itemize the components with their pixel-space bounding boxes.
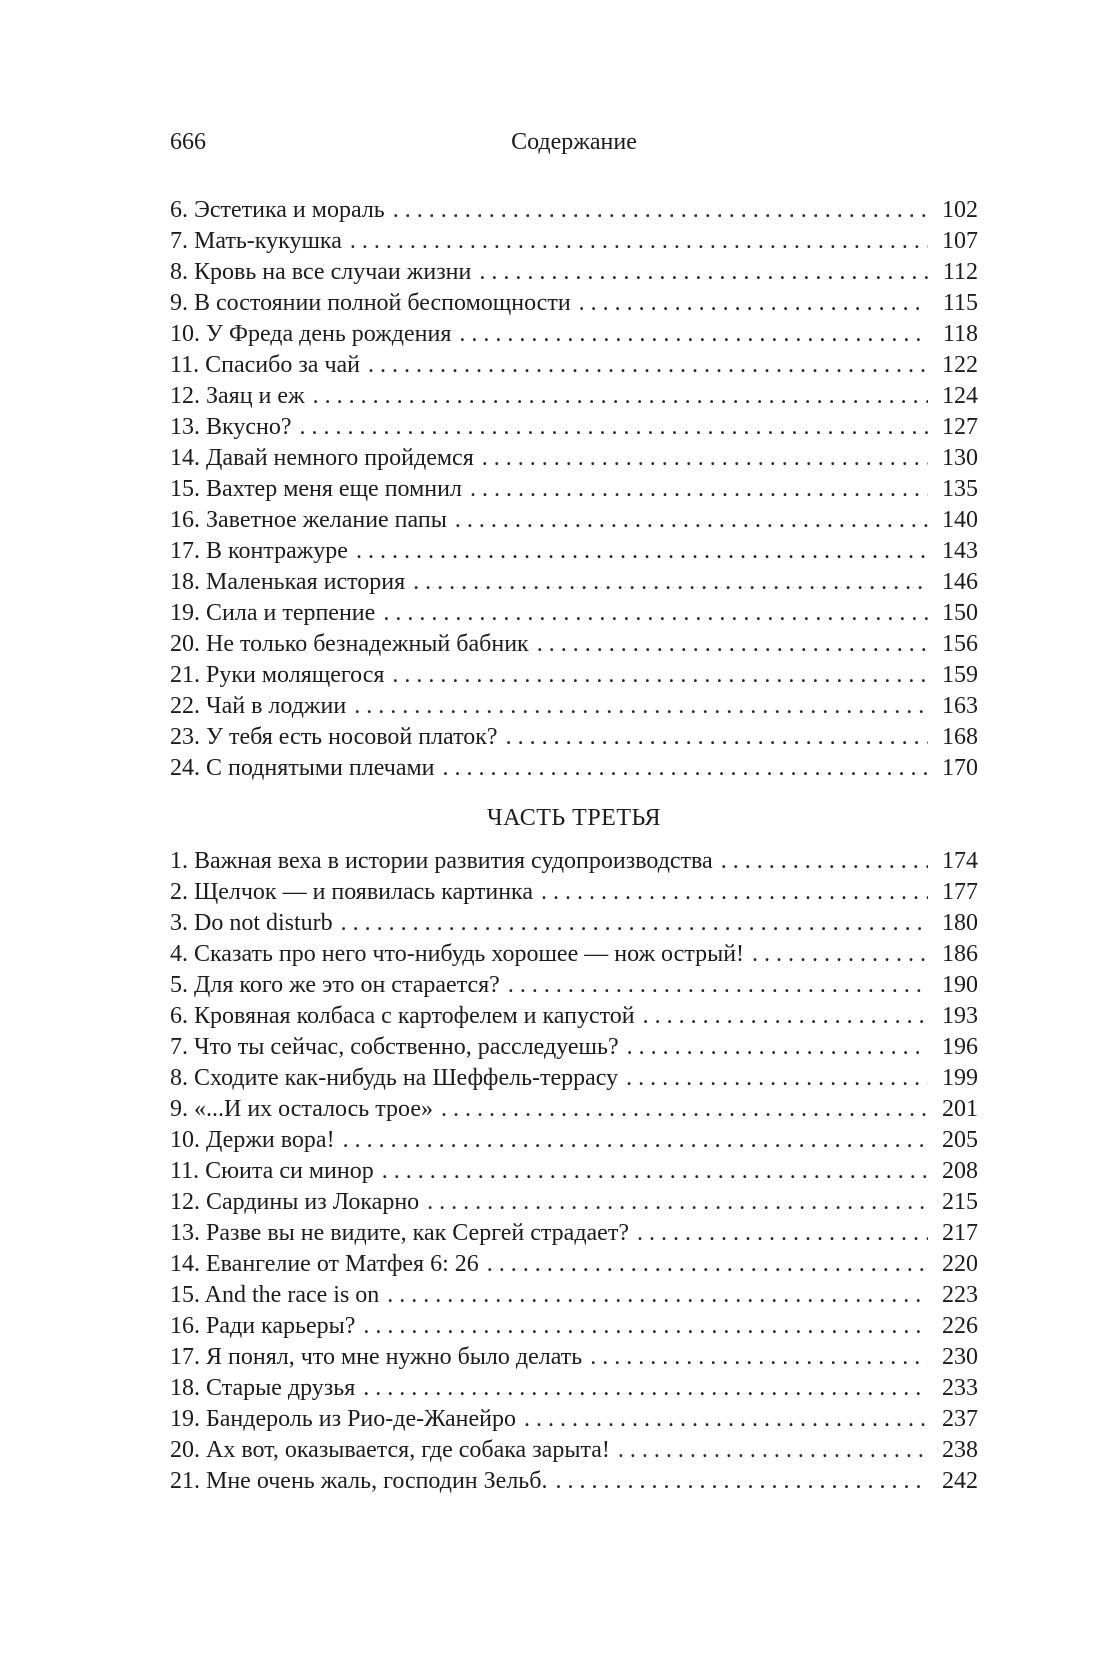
toc-entry-title: 18. Старые друзья (170, 1375, 356, 1401)
dot-leader (427, 1187, 928, 1218)
toc-entry (170, 1280, 978, 1311)
toc-entry-title: 10. Держи вора! (170, 1127, 335, 1153)
dot-leader (441, 1094, 928, 1125)
dot-leader (626, 1063, 928, 1094)
dot-leader (382, 1156, 928, 1187)
toc-entry-title: 7. Что ты сейчас, собственно, расследуешь? (170, 1034, 619, 1060)
toc-entry-page: 237 (942, 1406, 978, 1432)
toc-entry-title: 15. Вахтер меня еще помнил (170, 476, 462, 502)
toc-entry-title: 14. Давай немного пройдемся (170, 445, 474, 471)
dot-leader (363, 1311, 928, 1342)
toc-entry-page: 180 (942, 910, 978, 936)
dot-leader (590, 1342, 928, 1373)
toc-entry-page: 177 (942, 879, 978, 905)
dot-leader (524, 1404, 928, 1435)
toc-entry (170, 1156, 978, 1187)
toc-entry (170, 1466, 978, 1497)
toc-entry (170, 1001, 978, 1032)
dot-leader (343, 1125, 928, 1156)
toc-entry-page: 226 (942, 1313, 978, 1339)
toc-entry (170, 939, 978, 970)
dot-leader (470, 474, 928, 505)
toc-entry-page: 242 (942, 1468, 978, 1494)
dot-leader (455, 505, 928, 536)
toc-entry-page: 170 (942, 755, 978, 781)
toc-entry-title: 3. Do not disturb (170, 910, 333, 936)
dot-leader (482, 443, 928, 474)
part-two-entries (170, 195, 978, 784)
toc-entry (170, 1373, 978, 1404)
toc-entry-title: 8. Сходите как-нибудь на Шеффель-террасу (170, 1065, 619, 1091)
toc-entry-title: 1. Важная веха в истории развития судопроизводства (170, 848, 713, 874)
page-header (170, 124, 978, 160)
toc-entry-page: 190 (942, 972, 978, 998)
toc-entry (170, 381, 978, 412)
toc-entry (170, 226, 978, 257)
dot-leader (459, 319, 928, 350)
toc-entry-title: 20. Не только безнадежный бабник (170, 631, 529, 657)
toc-entry-title: 17. В контражуре (170, 538, 348, 564)
toc-entry-page: 143 (942, 538, 978, 564)
running-title: Содержание (511, 129, 637, 155)
toc-entry (170, 288, 978, 319)
toc-entry-page: 163 (942, 693, 978, 719)
dot-leader (393, 195, 928, 226)
toc-entry-page: 130 (942, 445, 978, 471)
toc-entry (170, 257, 978, 288)
dot-leader (387, 1280, 928, 1311)
dot-leader (506, 722, 928, 753)
toc-entry (170, 195, 978, 226)
dot-leader (383, 598, 928, 629)
toc-entry-title: 8. Кровь на все случаи жизни (170, 259, 472, 285)
toc-entry-title: 14. Евангелие от Матфея 6: 26 (170, 1251, 479, 1277)
toc-entry (170, 629, 978, 660)
toc-entry-title: 13. Вкусно? (170, 414, 292, 440)
toc-entry (170, 691, 978, 722)
dot-leader (721, 846, 928, 877)
toc-entry-page: 233 (942, 1375, 978, 1401)
toc-entry-title: 6. Кровяная колбаса с картофелем и капустой (170, 1003, 635, 1029)
toc-entry-title: 13. Разве вы не видите, как Сергей страдает? (170, 1220, 629, 1246)
dot-leader (643, 1001, 928, 1032)
toc-entry-page: 230 (942, 1344, 978, 1370)
toc-entry-page: 205 (942, 1127, 978, 1153)
toc-entry-page: 140 (942, 507, 978, 533)
toc-entry-page: 159 (942, 662, 978, 688)
toc-entry-title: 10. У Фреда день рождения (170, 321, 452, 347)
toc-entry-title: 21. Мне очень жаль, господин Зельб. (170, 1468, 548, 1494)
toc-entry-title: 20. Ах вот, оказывается, где собака зарыта! (170, 1437, 610, 1463)
toc-entry-page: 115 (942, 290, 978, 316)
toc-entry (170, 1094, 978, 1125)
toc-entry (170, 567, 978, 598)
dot-leader (350, 226, 928, 257)
toc-entry-title: 22. Чай в лоджии (170, 693, 347, 719)
toc-entry (170, 970, 978, 1001)
toc-entry (170, 350, 978, 381)
dot-leader (479, 257, 928, 288)
toc-entry-title: 24. С поднятыми плечами (170, 755, 435, 781)
toc-entry-page: 186 (942, 941, 978, 967)
part-three-entries (170, 846, 978, 1497)
toc-entry (170, 1435, 978, 1466)
toc-entry-page: 122 (942, 352, 978, 378)
toc-entry-page: 174 (942, 848, 978, 874)
dot-leader (443, 753, 928, 784)
toc-entry (170, 722, 978, 753)
toc-entry-title: 23. У тебя есть носовой платок? (170, 724, 498, 750)
toc-entry (170, 1311, 978, 1342)
toc-entry-title: 9. «...И их осталось трое» (170, 1096, 433, 1122)
toc-entry-page: 124 (942, 383, 978, 409)
toc-entry (170, 660, 978, 691)
toc-entry-page: 217 (942, 1220, 978, 1246)
toc-entry-title: 11. Спасибо за чай (170, 352, 361, 378)
toc-entry (170, 1187, 978, 1218)
toc-entry-title: 18. Маленькая история (170, 569, 406, 595)
dot-leader (413, 567, 928, 598)
dot-leader (341, 908, 928, 939)
toc-entry-title: 4. Сказать про него что-нибудь хорошее — нож острый! (170, 941, 745, 967)
toc-entry-title: 17. Я понял, что мне нужно было делать (170, 1344, 583, 1370)
toc-entry (170, 1125, 978, 1156)
dot-leader (299, 412, 928, 443)
toc-entry (170, 1063, 978, 1094)
toc-entry-page: 118 (942, 321, 978, 347)
toc-entry-title: 19. Бандероль из Рио-де-Жанейро (170, 1406, 517, 1432)
toc-entry-page: 112 (942, 259, 978, 285)
toc-entry-page: 201 (942, 1096, 978, 1122)
toc-entry-page: 199 (942, 1065, 978, 1091)
toc-entry-title: 9. В состоянии полной беспомощности (170, 290, 571, 316)
toc-entry-title: 5. Для кого же это он старается? (170, 972, 500, 998)
toc-entry (170, 536, 978, 567)
toc-entry-page: 220 (942, 1251, 978, 1277)
toc-entry (170, 1218, 978, 1249)
toc-entry-title: 15. And the race is on (170, 1282, 380, 1308)
toc-entry-page: 196 (942, 1034, 978, 1060)
toc-entry-page: 208 (942, 1158, 978, 1184)
toc-entry-title: 12. Заяц и еж (170, 383, 305, 409)
toc-entry-title: 6. Эстетика и мораль (170, 197, 385, 223)
toc-entry-page: 193 (942, 1003, 978, 1029)
toc-entry (170, 908, 978, 939)
toc-entry-title: 16. Ради карьеры? (170, 1313, 356, 1339)
dot-leader (637, 1218, 928, 1249)
dot-leader (579, 288, 928, 319)
toc-entry-page: 102 (942, 197, 978, 223)
toc-entry-page: 135 (942, 476, 978, 502)
toc-entry (170, 443, 978, 474)
dot-leader (368, 350, 928, 381)
dot-leader (541, 877, 928, 908)
toc-entry (170, 1404, 978, 1435)
dot-leader (363, 1373, 928, 1404)
toc-entry-title: 11. Сюита си минор (170, 1158, 374, 1184)
toc-entry-page: 238 (942, 1437, 978, 1463)
toc-entry-title: 16. Заветное желание папы (170, 507, 447, 533)
toc-entry (170, 753, 978, 784)
toc-entry-page: 223 (942, 1282, 978, 1308)
toc-entry-page: 215 (942, 1189, 978, 1215)
toc-entry-page: 127 (942, 414, 978, 440)
part-three-heading: ЧАСТЬ ТРЕТЬЯ (486, 805, 662, 831)
toc-entry-page: 146 (942, 569, 978, 595)
toc-entry (170, 846, 978, 877)
toc-entry-title: 19. Сила и терпение (170, 600, 376, 626)
dot-leader (555, 1466, 928, 1497)
dot-leader (537, 629, 928, 660)
dot-leader (752, 939, 928, 970)
dot-leader (313, 381, 928, 412)
table-of-contents (170, 195, 978, 1497)
toc-entry (170, 1342, 978, 1373)
toc-entry-page: 150 (942, 600, 978, 626)
toc-entry-page: 168 (942, 724, 978, 750)
toc-entry-page: 156 (942, 631, 978, 657)
toc-entry (170, 877, 978, 908)
dot-leader (354, 691, 928, 722)
toc-entry (170, 1249, 978, 1280)
toc-entry-title: 21. Руки молящегося (170, 662, 385, 688)
dot-leader (392, 660, 928, 691)
toc-entry (170, 598, 978, 629)
toc-entry (170, 412, 978, 443)
toc-entry (170, 319, 978, 350)
dot-leader (508, 970, 928, 1001)
dot-leader (487, 1249, 928, 1280)
toc-entry-title: 2. Щелчок — и появилась картинка (170, 879, 533, 905)
toc-entry (170, 1032, 978, 1063)
page-number: 666 (170, 129, 206, 155)
dot-leader (356, 536, 928, 567)
toc-entry-title: 7. Мать-кукушка (170, 228, 342, 254)
dot-leader (618, 1435, 928, 1466)
dot-leader (627, 1032, 928, 1063)
toc-entry (170, 474, 978, 505)
toc-entry-title: 12. Сардины из Локарно (170, 1189, 420, 1215)
toc-entry-page: 107 (942, 228, 978, 254)
toc-entry (170, 505, 978, 536)
